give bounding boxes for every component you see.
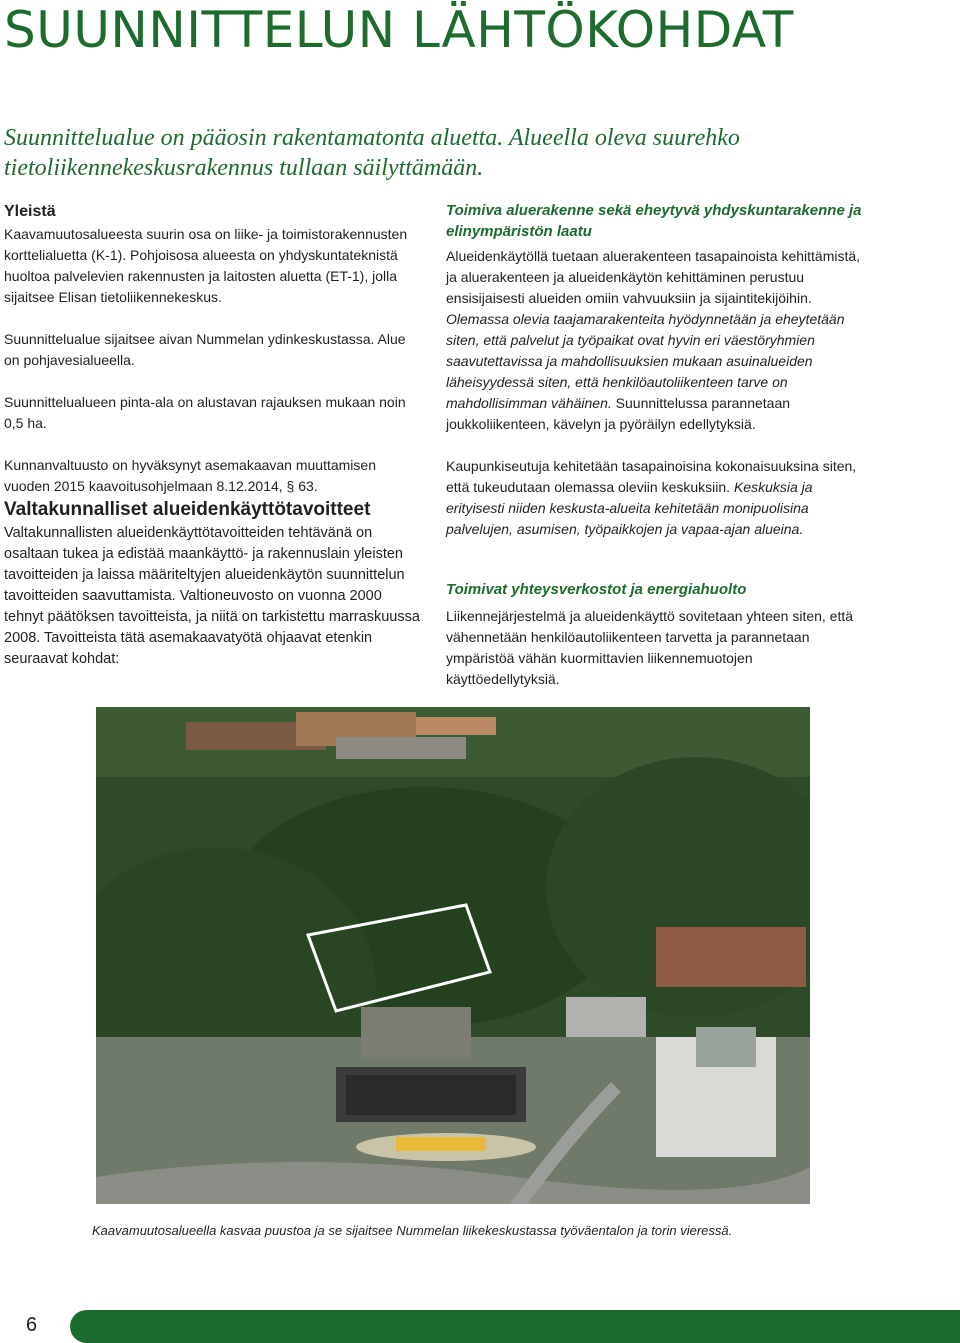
- right-p2-text: Kaupunkiseutuja kehitetään tasapainoisina kokonaisuuksina siten, että tukeudutaan olemassa oleviin keskuksiin.: [446, 458, 857, 495]
- yleista-heading: Yleistä: [4, 203, 56, 220]
- left-paragraph-5: Valtakunnallisten alueidenkäyttötavoitteiden tehtävänä on osaltaan tukea ja edistää maankäyttö- ja rakennuslain yleisten tavoitteiden ja laissa määriteltyjen alueidenkäytön suunnittelun tavoitteiden saavuttamista. Valtioneuvosto on vuonna 2000 tehnyt päätöksen tavoitteista, ja niitä on tarkistettu marraskuussa 2008. Tavoitteista tätä asemakaavatyötä ohjaavat etenkin seuraavat kohdat:: [4, 525, 420, 667]
- right-paragraph-1: [446, 246, 866, 435]
- left-paragraph-3: Suunnittelualueen pinta-ala on alustavan rajauksen mukaan noin 0,5 ha.: [4, 394, 406, 431]
- page-number: 6: [26, 1314, 38, 1336]
- footer-bar: [70, 1310, 960, 1343]
- aluerakenne-heading: Toimiva aluerakenne sekä eheytyvä yhdyskuntarakenne ja elinympäristön laatu: [446, 202, 862, 240]
- intro-lead: Suunnittelualue on pääosin rakentamatonta aluetta. Alueella oleva suurehko tietoliikennekeskusrakennus tullaan säilyttämään.: [4, 125, 740, 181]
- left-paragraph-1: Kaavamuutosalueesta suurin osa on liike- ja toimistorakennusten korttelialuetta (K-1). Pohjoisosa alueesta on yhdyskuntateknistä huoltoa palvelevien rakennusten ja laitosten aluetta (ET-1), jolla sijaitsee Elisan tietoliikennekeskus.: [4, 226, 408, 305]
- right-p1-text: Alueidenkäytöllä tuetaan aluerakenteen tasapainoista kehittämistä, ja aluerakenteen ja alueidenkäytön kehittäminen perustuu ensisijaisesti alueiden omiin vahvuuksiin ja sijaintitekijöihin.: [446, 248, 861, 306]
- right-paragraph-2: [446, 456, 866, 540]
- photo-caption: Kaavamuutosalueella kasvaa puustoa ja se sijaitsee Nummelan liikekeskustassa työväentalon ja torin vieressä.: [92, 1223, 733, 1238]
- left-paragraph-4: Kunnanvaltuusto on hyväksynyt asemakaavan muuttamisen vuoden 2015 kaavoitusohjelmaan 8.12.2014, § 63.: [4, 457, 376, 494]
- vat-heading: Valtakunnalliset alueidenkäyttötavoitteet: [4, 499, 371, 520]
- aerial-photo: [96, 707, 810, 1204]
- right-p1-italic: Olemassa olevia taajamarakenteita hyödynnetään ja eheytetään siten, että palvelut ja työpaikat ovat hyvin eri väestöryhmien saavutettavissa ja mahdollisuuksien mukaan asuinalueiden läheisyydessä siten, että henkilöautoliikenteen tarve on mahdollisimman vähäinen.: [446, 311, 845, 411]
- left-paragraph-2: Suunnittelualue sijaitsee aivan Nummelan ydinkeskustassa. Alue on pohjavesialueella.: [4, 331, 406, 368]
- yhteysverkostot-heading: Toimivat yhteysverkostot ja energiahuolto: [446, 581, 747, 598]
- page-title: SUUNNITTELUN LÄHTÖKOHDAT: [4, 1, 794, 59]
- right-paragraph-3: Liikennejärjestelmä ja alueidenkäyttö sovitetaan yhteen siten, että vähennetään henkilöautoliikenteen tarvetta ja parannetaan ympäristöä vähän kuormittavien liikennemuotojen käyttöedellytyksiä.: [446, 608, 854, 687]
- right-p1-end: Suunnittelussa parannetaan joukkoliikenteen, kävelyn ja pyöräilyn edellytyksiä.: [446, 395, 791, 432]
- left-column: [4, 200, 424, 670]
- right-column: [446, 200, 866, 690]
- right-p2-italic: Keskuksia ja erityisesti niiden keskusta-alueita kehitetään monipuolisina palvelujen, asumisen, työpaikkojen ja vapaa-ajan alueina.: [446, 479, 813, 537]
